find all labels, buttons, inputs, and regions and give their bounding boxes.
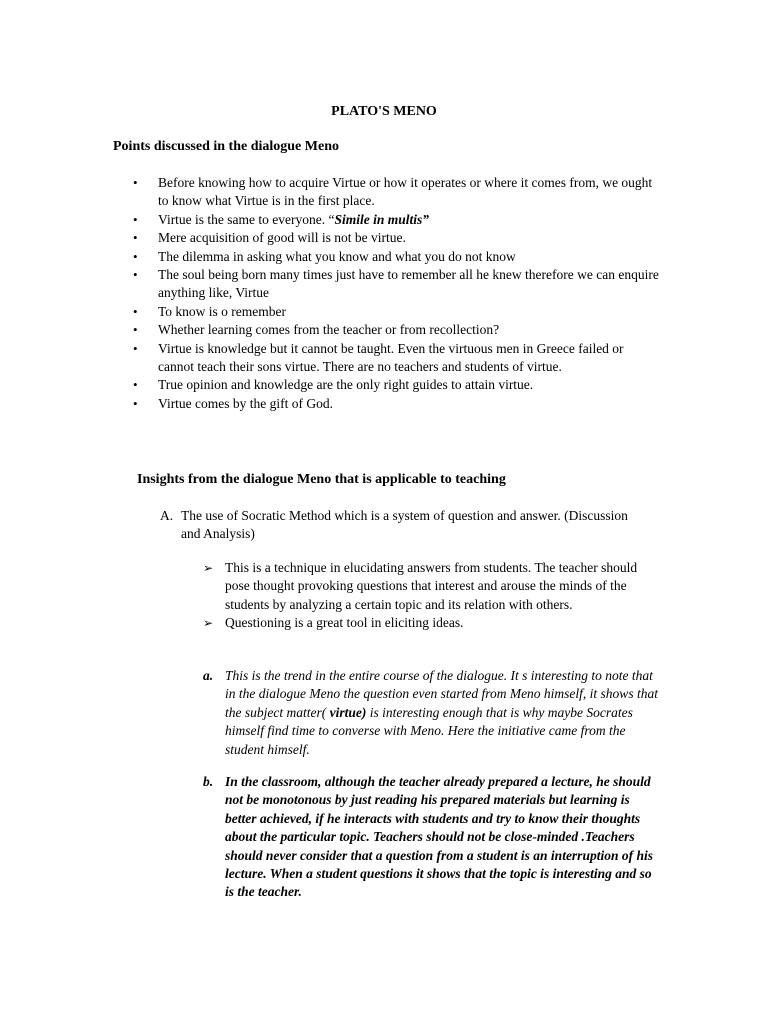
bullet-icon: • <box>133 303 138 319</box>
bullet-icon: • <box>133 175 138 190</box>
paragraph-a-text-before: This is the trend in the entire course of the dialogue. It s interesting to note that in the dialogue Meno the question even started from Meno himself, it shows that the subject matter( <box>225 668 658 720</box>
bullet-icon: • <box>133 211 138 227</box>
section-heading-insights: Insights from the dialogue Meno that is applicable to teaching <box>137 472 506 487</box>
list-item <box>131 211 661 229</box>
point-a-marker: A. <box>160 508 174 523</box>
list-item-text: Mere acquisition of good will is not be virtue. <box>158 230 406 246</box>
paragraph-a-text-after: is interesting enough that is why maybe Socrates himself find time to converse with Meno. Here the initiative came from the student himself. <box>225 704 633 757</box>
list-item <box>131 174 661 211</box>
list-item-text: The dilemma in asking what you know and what you do not know <box>158 248 516 264</box>
bullet-icon: • <box>133 322 138 338</box>
list-item-text: Whether learning comes from the teacher or from recollection? <box>158 322 500 338</box>
list-item-text: This is a technique in elucidating answers from students. The teacher should pose thought provoking questions that interest and arouse the minds of the students by analyzing a certain topic and its relation with others. <box>225 560 638 612</box>
bullet-icon: • <box>133 267 138 283</box>
list-item <box>131 395 661 413</box>
list-item-text: Virtue is the same to everyone. “ <box>158 211 335 227</box>
point-a-text: The use of Socratic Method which is a system of question and answer. (Discussion and Analysis) <box>181 508 628 542</box>
bullet-icon: • <box>133 230 138 246</box>
points-list <box>131 174 661 413</box>
paragraph-a-marker: a. <box>203 668 214 683</box>
list-item-text: Before knowing how to acquire Virtue or how it operates or where it comes from, we ought to know what Virtue is in the first place. <box>158 175 653 209</box>
bullet-icon: • <box>133 248 138 264</box>
paragraph-b-marker: b. <box>203 774 214 789</box>
arrow-bullet-icon: ➢ <box>203 616 214 631</box>
arrow-list <box>203 559 663 633</box>
list-item <box>131 321 661 339</box>
paragraph-a <box>203 667 663 759</box>
list-item <box>131 303 661 321</box>
list-item-text: To know is o remember <box>158 303 287 319</box>
paragraph-a-text <box>225 667 663 759</box>
bullet-icon: • <box>133 340 138 356</box>
list-item-text: True opinion and knowledge are the only right guides to attain virtue. <box>158 377 534 393</box>
list-item <box>131 229 661 247</box>
paragraph-b <box>203 773 663 902</box>
list-item-text: The soul being born many times just have to remember all he knew therefore we can enquire anything like, Virtue <box>158 267 659 301</box>
arrow-bullet-icon: ➢ <box>203 561 214 575</box>
list-item <box>131 266 661 303</box>
list-item <box>131 376 661 394</box>
list-item-text: Questioning is a great tool in eliciting ideas. <box>225 615 464 631</box>
list-item-text: Virtue comes by the gift of God. <box>158 395 334 411</box>
point-a <box>160 507 630 544</box>
paragraph-b-text: In the classroom, although the teacher already prepared a lecture, he should not be monotonous by just reading his prepared materials but learning is better achieved, if he interacts with students and try to know their thoughts about the particular topic. Teachers should not be close-minded .Teachers should never consider that a question from a student is an interruption of his lecture. When a student questions it shows that the topic is interesting and so is the teacher. <box>225 774 653 900</box>
list-item <box>131 340 661 377</box>
list-item <box>203 614 663 632</box>
bullet-icon: • <box>133 395 138 411</box>
bullet-icon: • <box>133 377 138 393</box>
paragraph-a-emphasis: virtue) <box>329 704 367 720</box>
page-title: PLATO'S MENO <box>331 104 437 119</box>
section-heading-points: Points discussed in the dialogue Meno <box>113 139 339 154</box>
list-item-emphasis: Simile in multis” <box>334 211 430 227</box>
list-item <box>203 559 663 614</box>
list-item <box>131 248 661 266</box>
list-item-text: Virtue is knowledge but it cannot be taught. Even the virtuous men in Greece failed or cannot teach their sons virtue. There are no teachers and students of virtue. <box>158 340 624 375</box>
